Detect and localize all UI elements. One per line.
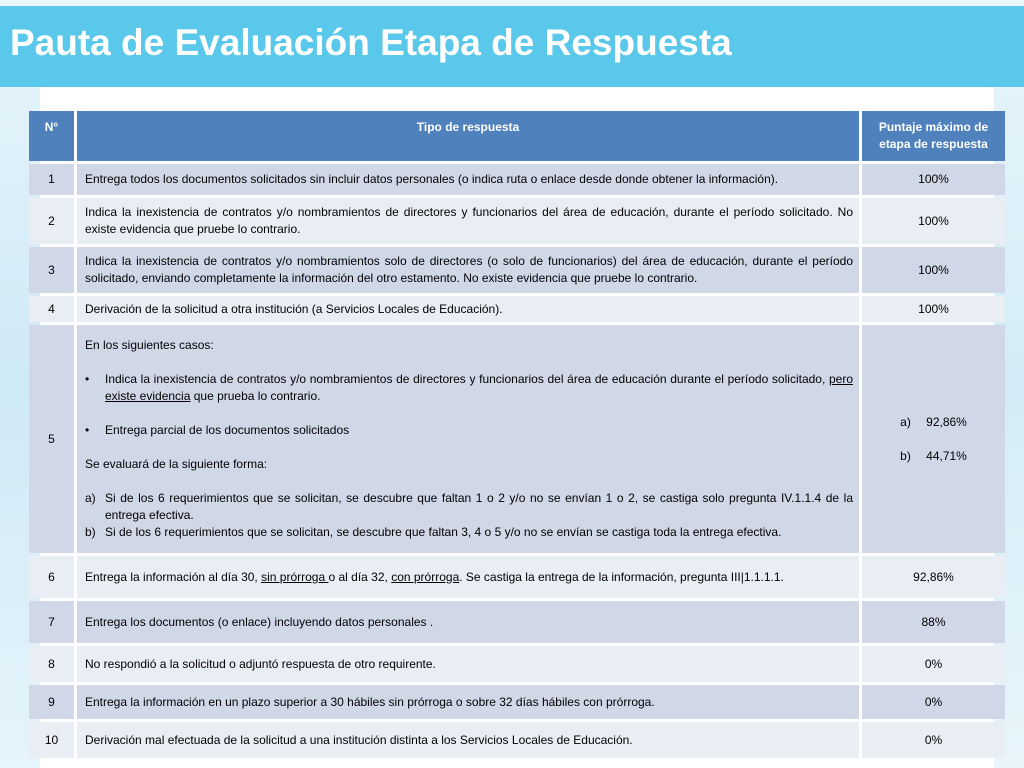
table-row	[29, 296, 1005, 322]
row-score: 100%	[862, 296, 1005, 322]
table-row	[29, 325, 1005, 553]
row-score: 0%	[862, 685, 1005, 719]
bullet-text	[105, 371, 853, 405]
row-number: 1	[29, 164, 74, 195]
table-row	[29, 247, 1005, 293]
bullet-text: Entrega parcial de los documentos solicitados	[105, 423, 350, 437]
score-item-b	[900, 448, 967, 465]
header-puntaje: Puntaje máximo de etapa de respuesta	[862, 111, 1005, 161]
table-row	[29, 556, 1005, 598]
row5-sub-a	[85, 490, 853, 524]
row-score	[862, 325, 1005, 553]
score-value: 92,86%	[926, 414, 967, 429]
row-score: 100%	[862, 164, 1005, 195]
row-description: Indica la inexistencia de contratos y/o nombramientos de directores y funcionarios del área de educación, durante el período solicitado. No existe evidencia que pruebe lo contrario.	[77, 198, 859, 244]
row5-sub-b	[85, 524, 853, 541]
row-score: 92,86%	[862, 556, 1005, 598]
table-row	[29, 722, 1005, 758]
row6-text-part: o al día 32,	[328, 569, 392, 584]
score-item-a	[900, 414, 967, 431]
row6-underlined: sin prórroga	[261, 569, 329, 584]
row-description: Indica la inexistencia de contratos y/o nombramientos solo de directores (o solo de funcionarios) del área de educación, durante el período solicitado, enviando completamente la información del otro estamento. No existe evidencia que pruebe lo contrario.	[77, 247, 859, 293]
row-score: 0%	[862, 722, 1005, 758]
row-description: Entrega todos los documentos solicitados sin incluir datos personales (o indica ruta o enlace desde donde obtener la información).	[77, 164, 859, 195]
bullet-mark: •	[85, 372, 90, 386]
bullet-text-part: Indica la inexistencia de contratos y/o nombramientos de directores y funcionarios del área de educación durante el período solicitado,	[105, 372, 829, 386]
title-bar-top-line	[0, 0, 1024, 6]
row-number: 5	[29, 325, 74, 553]
row-number: 2	[29, 198, 74, 244]
row5-eval-line: Se evaluará de la siguiente forma:	[85, 457, 268, 471]
row-score: 100%	[862, 198, 1005, 244]
bullet-text-underlined: pero existe evidencia	[105, 372, 853, 403]
header-num: N°	[29, 111, 74, 161]
row-description: No respondió a la solicitud o adjuntó respuesta de otro requirente.	[77, 646, 859, 682]
row-description: Entrega los documentos (o enlace) incluyendo datos personales .	[77, 601, 859, 643]
row-number: 10	[29, 722, 74, 758]
bullet-mark: •	[85, 423, 90, 437]
row-description: Derivación de la solicitud a otra institución (a Servicios Locales de Educación).	[77, 296, 859, 322]
row-score: 0%	[862, 646, 1005, 682]
sub-text: Si de los 6 requerimientos que se solicitan, se descubre que faltan 1 o 2 y/o no se envían 1 o 2, se castiga solo pregunta IV.1.1.4 de la entrega efectiva.	[105, 491, 853, 522]
bullet-text-part: que prueba lo contrario.	[190, 389, 321, 403]
header-tipo: Tipo de respuesta	[77, 111, 859, 161]
row-number: 9	[29, 685, 74, 719]
table-row	[29, 198, 1005, 244]
sub-text: Si de los 6 requerimientos que se solicitan, se descubre que faltan 3, 4 o 5 y/o no se envían se castiga toda la entrega efectiva.	[105, 525, 782, 539]
score-value: 44,71%	[926, 448, 967, 463]
row-number: 6	[29, 556, 74, 598]
row-description	[77, 556, 859, 598]
table-row	[29, 646, 1005, 682]
row6-text-part: . Se castiga la entrega de la información, pregunta III|1.1.1.1.	[459, 569, 784, 584]
table-row	[29, 164, 1005, 195]
row-number: 7	[29, 601, 74, 643]
row-description: Derivación mal efectuada de la solicitud a una institución distinta a los Servicios Locales de Educación.	[77, 722, 859, 758]
row5-bullet-1	[85, 371, 853, 405]
slide-title: Pauta de Evaluación Etapa de Respuesta	[10, 22, 732, 63]
row-number: 3	[29, 247, 74, 293]
row-number: 4	[29, 296, 74, 322]
row-number: 8	[29, 646, 74, 682]
score-mark: b)	[900, 448, 911, 463]
sub-mark: b)	[85, 525, 96, 539]
table-header-row	[29, 111, 1005, 161]
row6-underlined: con prórroga	[391, 569, 460, 584]
row-score: 88%	[862, 601, 1005, 643]
row6-text-part: Entrega la información al día 30,	[85, 569, 262, 584]
row-description: Entrega la información en un plazo superior a 30 hábiles sin prórroga o sobre 32 días hábiles con prórroga.	[77, 685, 859, 719]
row-description	[77, 325, 859, 553]
row5-score-list	[900, 414, 967, 465]
row-score: 100%	[862, 247, 1005, 293]
row5-intro: En los siguientes casos:	[85, 338, 214, 352]
sub-mark: a)	[85, 491, 96, 505]
title-bar	[0, 6, 1024, 87]
row5-bullet-2	[85, 422, 853, 439]
score-mark: a)	[900, 414, 911, 429]
evaluation-table	[26, 108, 1008, 761]
table-row	[29, 601, 1005, 643]
table-row	[29, 685, 1005, 719]
